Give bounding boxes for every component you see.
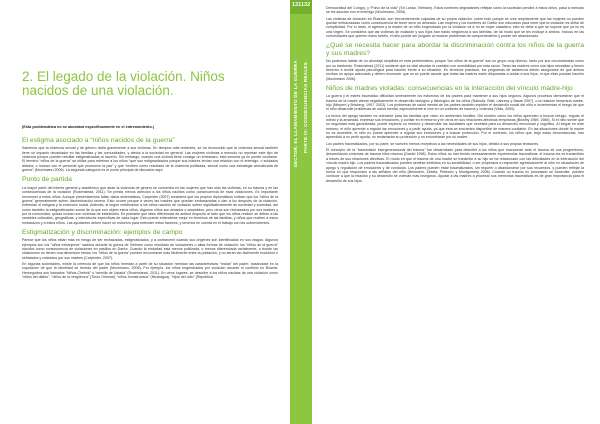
section-heading-ninos-de-madres-violadas: Niños de madres violadas: consecuencias en la interacción del vínculo madre-hijo	[326, 84, 573, 92]
paragraph: La teoría del apego también es relevante para las familias que viven en ambientes hostiles. Del modelo cómo los niños aprenden a buscar refugio, regular el miedo y la ansiedad, expresar sus emociones, y confiar en el entorno y en otros en sus relaciones afectivas tempranas (Bowlby 1969, 1988). Si el niño siente que su seguridad está garantizada, puede explorar su entorno y desarrollar las facultades que necesita para su desarrollo emocional y cognitivo. Al seguir en este entorno, el niño aprende a regular las emociones y a pedir ayuda, ya que esta se encuentra disponible de manera confiable. En las situaciones donde la madre no es accesible, el niño no puede aprender a regular sus emociones y a buscar protección. Por el contrario, los niños que, bajo estas circunstancias, han aprendido a no pedir ayuda, no reclamarán su protección y no encontrarán por su madre.	[326, 113, 584, 140]
section-heading-punto-de-partida: Punto de partida	[22, 176, 72, 184]
section-heading-estigma: El estigma asociado a “niños nacidos de la guerra”	[22, 137, 175, 144]
left-page-body	[22, 133, 278, 281]
page-number-left: 131	[292, 2, 302, 8]
paragraph: Las víctimas de violación en Ruanda, son frecuentemente culpadas de su propia violación, sobre todo porque se cree ampliamente que las mujeres no pueden quedar embarazadas como consecuencia de tener sexo no deseado. Las mujeres y los hombres de Darfur son educados para creer que la violación es señal de complicidad. Por lo tanto, el agresor y la madre de un niño engendrado por la violación va a no se mujer casadera, esto se debe a que se supone que ya no es una virgen. Se considera que las víctimas de violación y sus hijos han traído vergüenza a sus familias, de tal modo que se les excluye a ambos. Incluso en las comunidades que quieren estos bebés, el niño puede ser juzgado al mostrar problemas de comportamiento y puede ser abandonado.	[326, 16, 584, 39]
page-number-right: 132	[301, 2, 311, 8]
paragraph: Parece que los niños están más en riesgo de ser rechazados, estigmatizados, y a contravenir cuando sus orígenes son identificados en sus rasgos. Algunos ejemplos son los “niños extranjeros” nacidos durante la guerra de Vietnam como resultado de violaciones o altas formas de violación; los “niños de la guerra” nacidos como consecuencia de violaciones en pasillos en Darfur. Cuando la etnicidad está menos politizada, o menos diferenciada racialmente, o donde las violaciones no tienen una dimensión étnica, los “niños de la guerra” pueden encontrarse más fácilmente entre la población, y no serán tan fácilmente excluidos o señalados y rodeados por sus madres (Carpenter, 2007).	[22, 238, 278, 260]
paragraph: No podemos hablar de un abordaje simplista en esta problemática, porque “los niños de la guerra” son un grupo muy diverso, tanto por sus circunstancias como por su trasfondo. Rosenstead (2011) sostiene que es vital abordar la cuestión con sensibilidad por esta razón. Tanto las madres como sus hijos necesitan y tienen derecho a recibir ayuda psicológica para hacerle frente a su situación. En términos prácticos, los programas de asistencia deben asegurarse de que ambos reciban un apoyo adecuado y deben reconocer que no se puede asumir que todas las madres estén dispuestas a cuidar a sus hijos, ni que ellas puedan hacerlo (Mochmann 2006).	[326, 59, 584, 81]
paragraph: La mayor parte del interés general y académico que atrae la violencia de género se concentra en las mujeres que han sido las víctimas, en su trauma y en las consecuencias de la violación (Rosenstead, 2011). Se presta menos atención a los niños nacidos como consecuencia de esas violaciones. Es importante reconocer a estos niños. Aunque presentaremos fallan datos sistemáticos, Carpenter (2007) considera que los propios diplomáticos indican que los “niños de la guerra” generalmente sufren discriminación severa. Esto ocurre porque a veces las madres que quedan embarazadas o dan a luz después de la violación, enfrentan el estigma y la exclusión social. Además, al seguir metiéndose a los niños nacidos de violación sufren significativamente de sociedad y sociedad, así como también la estigmatización social de la que son objeto estos niños. Algunos niños son amados o aceptados, pero otros son rechazados por sus madres y por la comunidad, quizás incluso son víctimas de infanticidio. Es probable que tales diferencias de actitud respecto al trato que los niños reciben se deben a las variables culturales, geográficas, y estructuras específicas de cada lugar. Esto puede entenderse mejor en términos de las familias, y niños que reciben a estos embarazos y a estos niños. Las ayudantes deben hacer un esfuerzo para entender estos factores, y tenerlos en cuenta en el trabajo con las sobrevivientes.	[22, 185, 278, 225]
paragraph: El concepto de la “transmisión intergeneracional del trauma” fue desarrollado para describir a los niños que reaccionan ante el trauma de sus progenitores, desarrollando síntomas de trauma ellos mismos (Daniel 1998). Estos niños no han tenido necesariamente experiencias traumáticas: el trauma les es transmitido a través de sus relaciones afectivas. El modo en que el trauma de una madre se transmite a su hijo se ha relacionado con las dificultades en la interacción del vínculo madre-hijo. Los padres traumatizados pueden sentirse inhibidos en su sensibilidad, o ser propensos a responder agresivamente al niño en situaciones de apego y regulación de emociones y de conducta. Los padres pueden estar traumatizados, sin requerir o abandonarse por sus recuerdos, y pueden reflejar la forma en que responden a las señales del niño (Bernstein, Zinidia, Perbonic y Montgomery 2006). Cuando un trauma no procesado se transmite, pueden conducir a que la relación y su desarrollo se vuelvan más inseguros. Ayudar a las madres a procesar sus memorias traumáticas es de gran importancia para el desarrollo de sus hijos.	[326, 148, 584, 183]
running-part-label: PARTE III: CONSECUENCIAS REALES	[303, 62, 308, 153]
right-page-body	[326, 6, 584, 185]
paragraph: La guerra y el estrés traumático dificultan severamente los esfuerzos de los padres para mantener a sus hijos seguros. Algunos procesos demuestran que el trauma de la madre afecta negativamente el desarrollo biológico y fisiológico de los niños (Nahuda, Blair, Labrecy y Basar 2007), o la relación temprana madre-hijo (Nimpert y Brisberg, 1997, 2003). Los problemas de salud mental de los padres también impiden el desarrollo social del niño e incrementan el riesgo de que el niño desarrolle problemas de salud mental, especialmente si vive en un contexto de trauma y violencia (Vidis, 2000).	[326, 94, 584, 112]
paragraph: En algunas sociedades, existe la creencia de que los niños heredan a partir de su situación heredan las características “malas” del padre, basándose en la suposición de que la identidad se hereda del padre (Mochmann, 2006). Por ejemplo, los niños engendrados por violación durante el conflicto en Bosnia-Herzegovina son llamados “Niños-Chetnik” o “semilla de Ustaša” (Rosenstead, 2011). En otros lugares, se describe a los niños nacidos de una violación como “niños del diablo”, “niños de la vergüenza” (Timor Oriental), “niños monstruosos” (Nicaragua), “hijos del odio” (República	[22, 262, 278, 280]
section-heading-estigmatizacion: Estigmatización y discriminación: ejemplos de campo	[22, 228, 183, 236]
chapter-intro-note: (Esta problemática no se abordará específicamente en el entrenamiento.)	[22, 125, 155, 129]
chapter-title: 2. El legado de la violación. Niños nacidos de una violación.	[22, 69, 225, 98]
paragraph: Democrática del Congo), y “Poivo de la vida” (Sri Lanka, Vietnam). Estos nombres degradantes reflejan cómo la sociedad percibe a estos niños, pasa a menudo se les asocian con el enemigo (Mochmann, 2006).	[326, 6, 584, 15]
running-section-label: SECTOR: EL LLAMAMIENTO DE LA GUERRA	[293, 60, 298, 168]
section-heading-que-se-necesita: ¿Qué se necesita hacer para abordar la discriminación contra los niños de la guerra y sus madres?	[326, 42, 584, 57]
paragraph: Los padres traumatizados, por su parte, se vuelven menos receptivos a las necesidades de sus hijos, debido a sus propias tensiones.	[326, 141, 540, 146]
paragraph: Sabemos que la violencia sexual y de género daña gravemente a sus víctimas. En tiempos más recientes, se ha reconocido que la violencia sexual también tiene un impacto devastador en las familias y las comunidades, y afecta a la sociedad en general. Las mujeres víctimas a menudo no reportan este tipo de violencia porque pueden resultar estigmatizadas al hacerlo. Sin embargo, cuando una víctima tiene consigo un embarazo, esta secuela ya no puede ocultarse. El término “niños de la guerra” se utiliza para referirse a los niños “que son estigmatizados porque sus madres tenían una relación con el enemigo, o soldados aliados, o incluso con el personal que promueve la paz” y que “reciben como resultado de la violencia politizada, sexual como una estrategia sexualizada de guerra” (Mochmann 2006). La segunda categoría es el punto principal de discusión aquí.	[22, 146, 278, 173]
